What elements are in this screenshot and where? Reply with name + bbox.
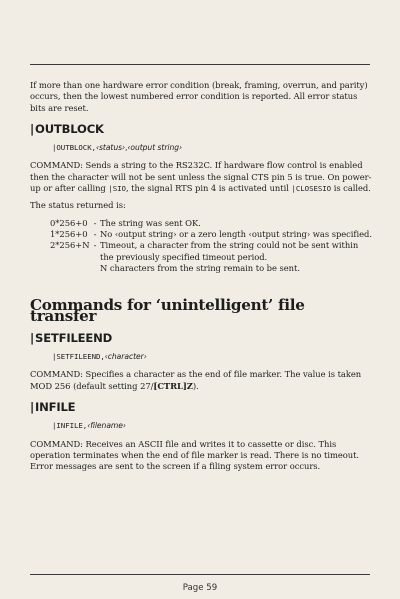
status-list <box>30 218 372 274</box>
setfileend-heading <box>30 330 372 345</box>
infile-heading <box>30 399 372 414</box>
setfileend-desc-text: COMMAND: Specifies a character as the end of file marker. The value is taken MOD 256 (default setting 27/ <box>30 369 362 391</box>
status-row <box>30 229 372 240</box>
outblock-desc-part2: , the signal RTS pin 4 is activated until <box>125 183 292 194</box>
status-code: 0*256+0 <box>50 217 88 228</box>
outblock-syntax-separator: , <box>125 143 128 153</box>
section-title: Commands for ‘unintelligent’ file transfer <box>30 296 305 326</box>
outblock-heading-bar: | <box>30 121 35 136</box>
infile-heading-bar: | <box>30 399 35 414</box>
outblock-syntax <box>52 142 372 153</box>
outblock-syntax-command: |OUTBLOCK, <box>52 143 96 153</box>
setfileend-syntax-character: ‹character› <box>104 352 147 362</box>
infile-description: COMMAND: Receives an ASCII file and writes it to cassette or disc. This operation terminates when the end of file marker is read. There is no timeout. Error messages are sent to the screen if a filing system error occurs. <box>30 438 360 472</box>
setfileend-desc-end: ). <box>192 380 199 391</box>
setfileend-syntax <box>52 351 372 362</box>
outblock-syntax-status: ‹status› <box>96 143 126 153</box>
outblock-desc-part3: is called. <box>331 183 371 194</box>
infile-syntax <box>52 420 372 431</box>
status-code: 1*256+0 <box>50 228 88 239</box>
outblock-desc-cmd-closesio: |CLOSESIO <box>291 184 332 194</box>
outblock-syntax-string: ‹output string› <box>127 143 182 153</box>
infile-heading-text: INFILE <box>35 399 76 414</box>
page-number: Page 59 <box>182 583 218 593</box>
setfileend-syntax-command: |SETFILEEND, <box>52 352 105 362</box>
footer-rule <box>30 574 370 575</box>
header-rule <box>30 64 370 65</box>
outblock-description <box>30 160 372 194</box>
status-dash: - <box>93 228 97 239</box>
status-note: N characters from the string remain to be sent. <box>100 262 300 273</box>
intro-paragraph: If more than one hardware error condition (break, framing, overrun, and parity) occurs, then the lowest numbered error condition is reported. All error status bits are reset. <box>30 80 368 113</box>
page-content <box>30 80 372 478</box>
setfileend-desc-key: [CTRL]Z <box>153 380 193 391</box>
status-description: The string was sent OK. <box>100 217 201 228</box>
setfileend-heading-bar: | <box>30 330 35 345</box>
status-description: No ‹output string› or a zero length ‹output string› was specified. <box>100 228 372 239</box>
outblock-desc-part1: COMMAND: Sends a string to the RS232C. If hardware flow control is enabled then the character will not be sent unless the signal CTS pin 5 is true. On power-up or after calling <box>30 160 372 194</box>
status-description: Timeout, a character from the string could not be sent within the previously specified timeout period. <box>100 240 359 262</box>
outblock-heading <box>30 121 372 136</box>
infile-syntax-filename: ‹filename› <box>87 421 126 431</box>
setfileend-description <box>30 369 372 392</box>
status-heading: The status returned is: <box>30 200 126 211</box>
status-dash: - <box>93 240 97 251</box>
status-row <box>30 240 372 263</box>
infile-syntax-command: |INFILE, <box>52 421 88 431</box>
status-row <box>30 218 372 229</box>
outblock-desc-cmd-sio: |SIO <box>108 184 126 194</box>
setfileend-heading-text: SETFILEEND <box>35 330 113 345</box>
status-dash: - <box>93 217 97 228</box>
outblock-heading-text: OUTBLOCK <box>35 121 104 136</box>
status-code: 2*256+N <box>50 240 90 251</box>
